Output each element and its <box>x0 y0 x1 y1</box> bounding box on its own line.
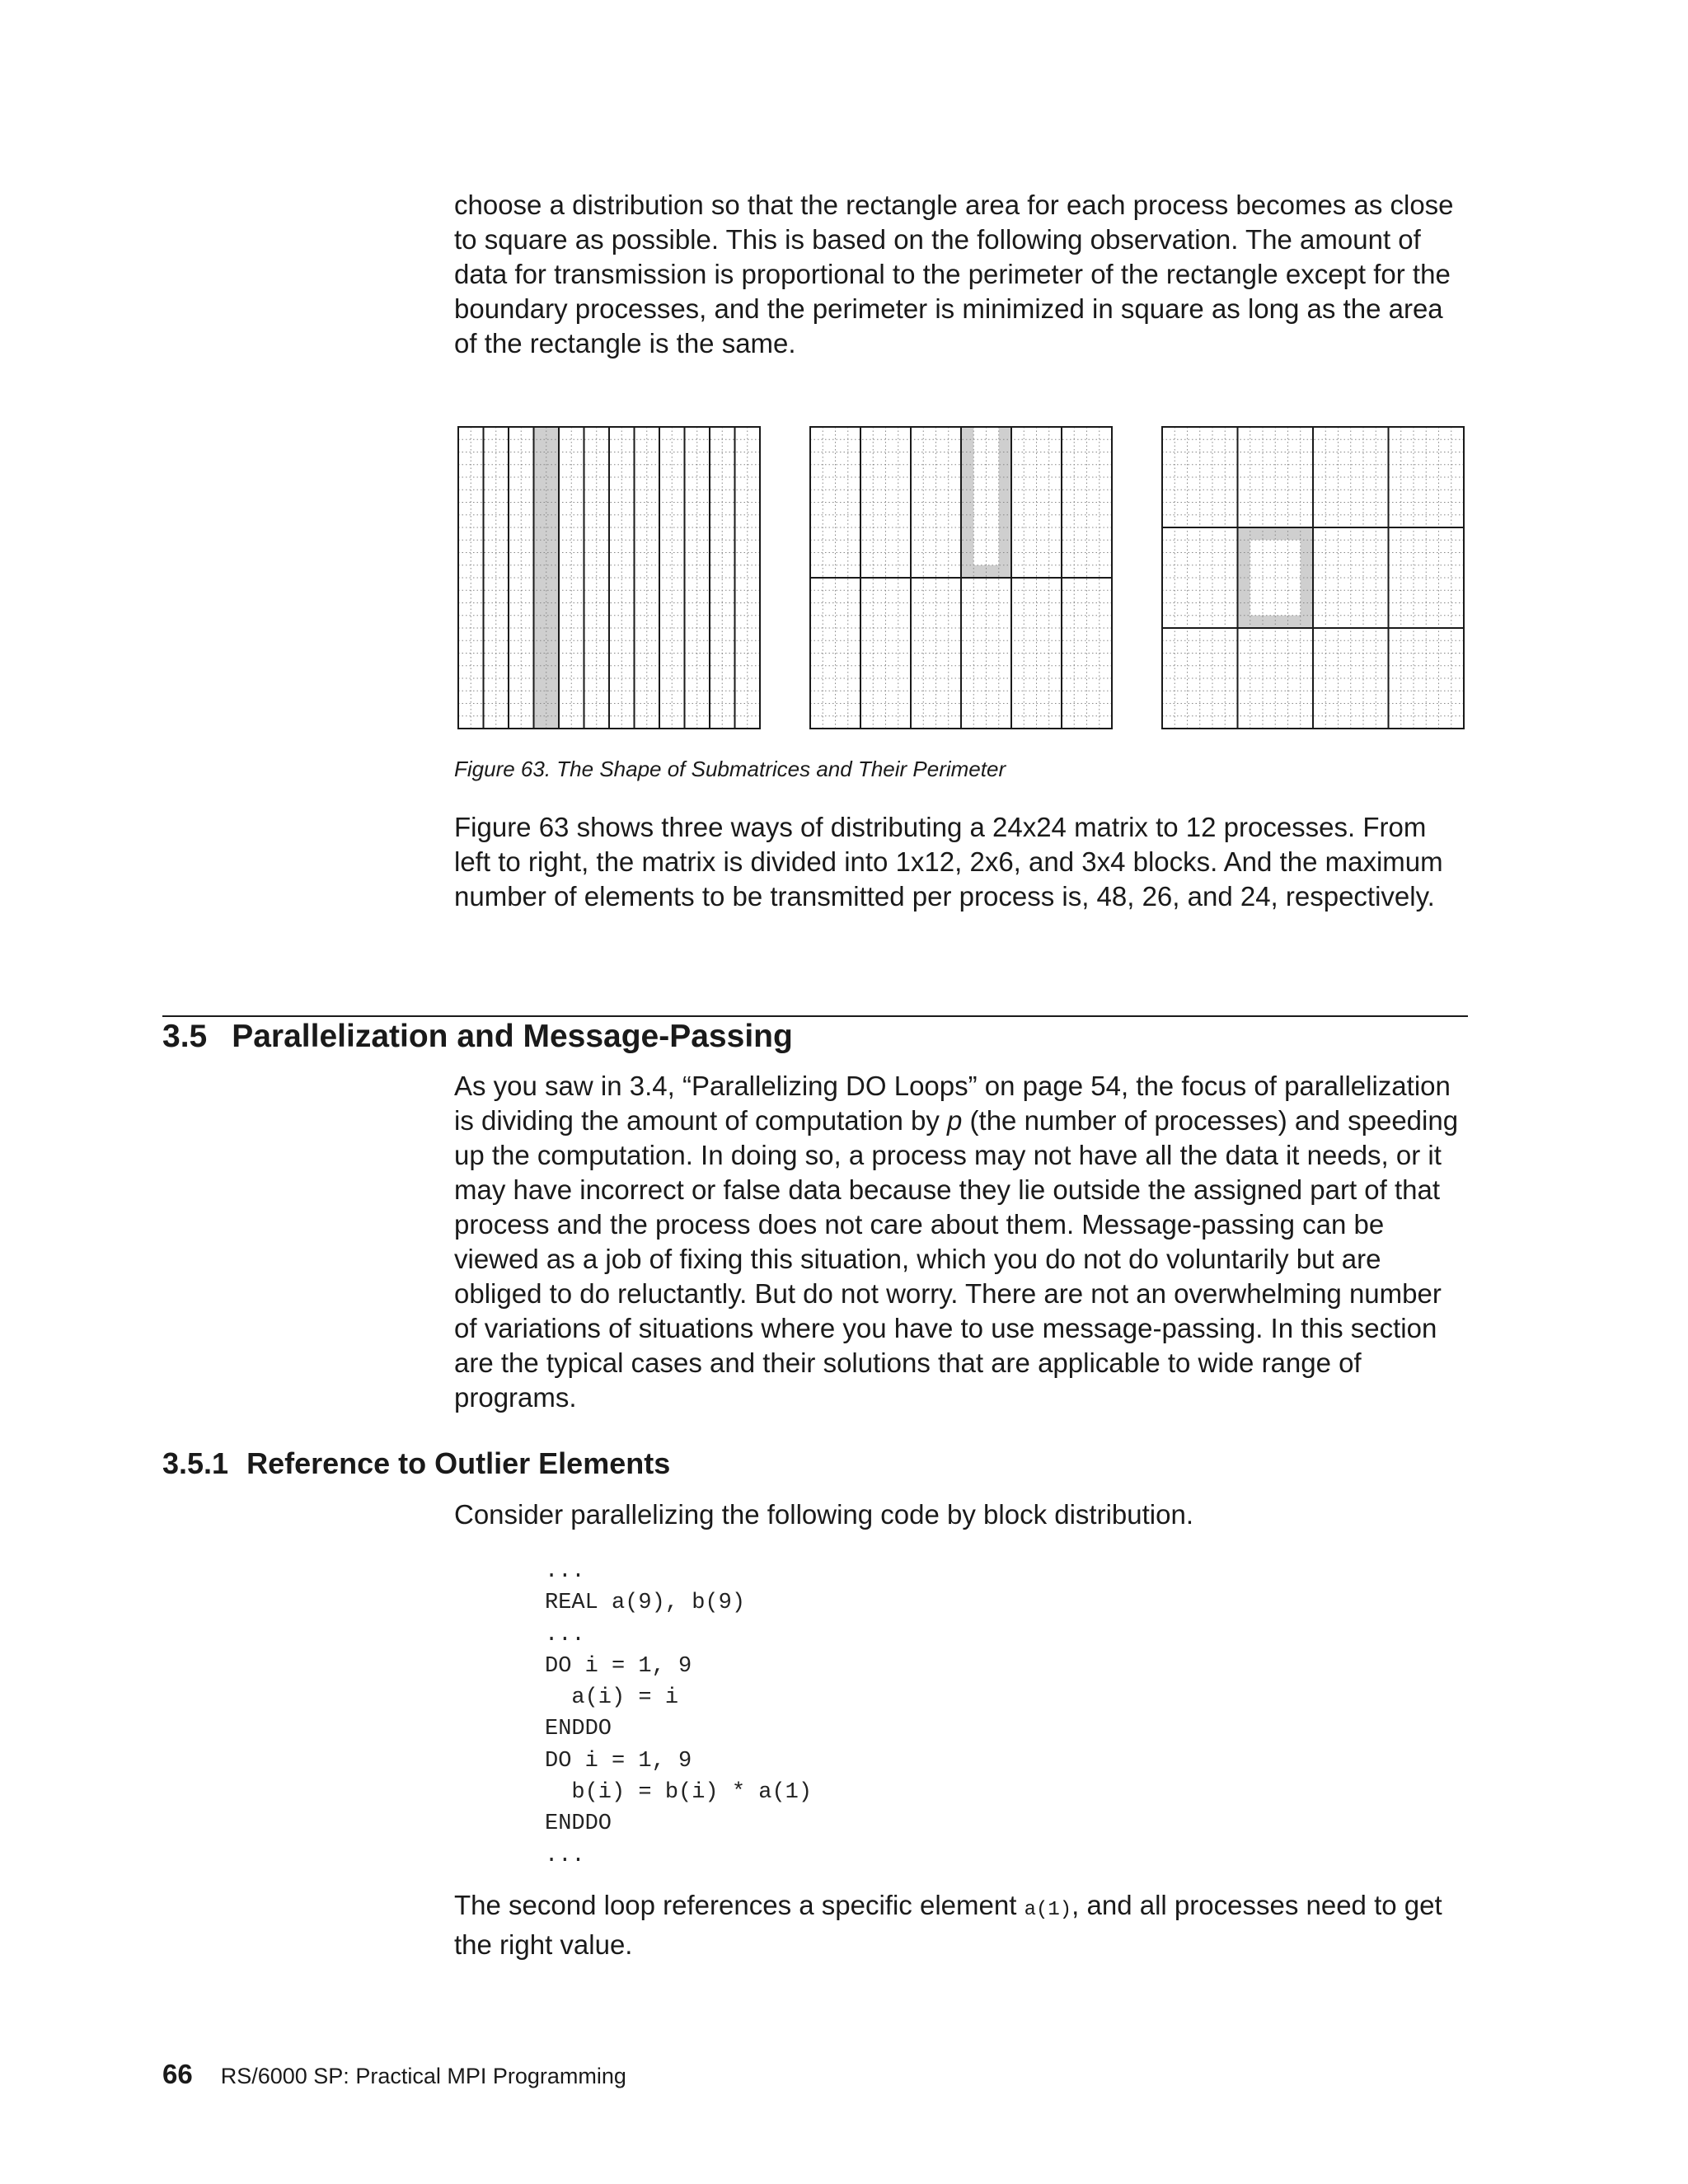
intro-paragraph-text: choose a distribution so that the rectangle area for each process becomes as close to square as possible. This is based on the following observation. The amount of data for transmission is proportional to the perimeter of the rectangle except for the boundary processes, and the perimeter is minimized in square as long as the area of the rectangle is the same. <box>454 190 1454 359</box>
variable-p: p <box>947 1105 963 1136</box>
closing-part2: , and all processes need to get the right value. <box>454 1890 1442 1960</box>
page-number: 66 <box>162 2059 193 2089</box>
section-paragraph-part2: (the number of processes) and speeding up the computation. In doing so, a process may not have all the data it needs, or it may have incorrect or false data because they lie outside the assigned part of that process and the process does not care about them. Message-passing can be viewed as a job of fixing this situation, which you do not do voluntarily but are obliged to do reluctantly. But do not worry. There are not an overwhelming number of variations of situations where you have to use message-passing. In this section are the typical cases and their solutions that are applicable to wide range of programs. <box>454 1105 1459 1413</box>
page-footer <box>162 2058 626 2093</box>
section-paragraph <box>454 1069 1468 1415</box>
subsection-heading <box>162 1444 670 1483</box>
closing-paragraph <box>454 1888 1468 1962</box>
figure-paragraph-text: Figure 63 shows three ways of distributing a 24x24 matrix to 12 processes. From left to right, the matrix is divided into 1x12, 2x6, and 3x4 blocks. And the maximum number of elements to be transmitted per process is, 48, 26, and 24, respectively. <box>454 812 1443 912</box>
figure-63 <box>454 425 1468 738</box>
section-paragraph-part1: As you saw in 3.4, “Parallelizing DO Loops” on page 54, the focus of parallelization is dividing the amount of computation by <box>454 1071 1451 1136</box>
matrix-panel-2x6 <box>809 425 1114 730</box>
section-title: Parallelization and Message-Passing <box>232 1019 793 1054</box>
matrix-panel-1x12 <box>457 425 762 730</box>
intro-paragraph <box>454 188 1468 361</box>
block-boundaries <box>810 427 1112 729</box>
subsection-title: Reference to Outlier Elements <box>246 1446 671 1480</box>
subsection-intro <box>454 1497 1468 1532</box>
subsection-intro-text: Consider parallelizing the following code by block distribution. <box>454 1499 1193 1530</box>
inline-code-a1: a(1) <box>1024 1899 1072 1921</box>
book-title: RS/6000 SP: Practical MPI Programming <box>220 2064 626 2088</box>
section-heading <box>162 1012 793 1062</box>
code-block: ... REAL a(9), b(9) ... DO i = 1, 9 a(i) = i ENDDO DO i = 1, 9 b(i) = b(i) * a(1) ENDDO ... <box>545 1559 813 1868</box>
matrix-panel-3x4 <box>1160 425 1465 730</box>
closing-part1: The second loop references a specific element <box>454 1890 1025 1920</box>
subsection-number: 3.5.1 <box>162 1446 229 1480</box>
highlight-interior <box>973 427 999 565</box>
figure-paragraph <box>454 810 1468 914</box>
section-number: 3.5 <box>162 1019 208 1054</box>
figure-caption: Figure 63. The Shape of Submatrices and Their Perimeter <box>454 757 1006 781</box>
